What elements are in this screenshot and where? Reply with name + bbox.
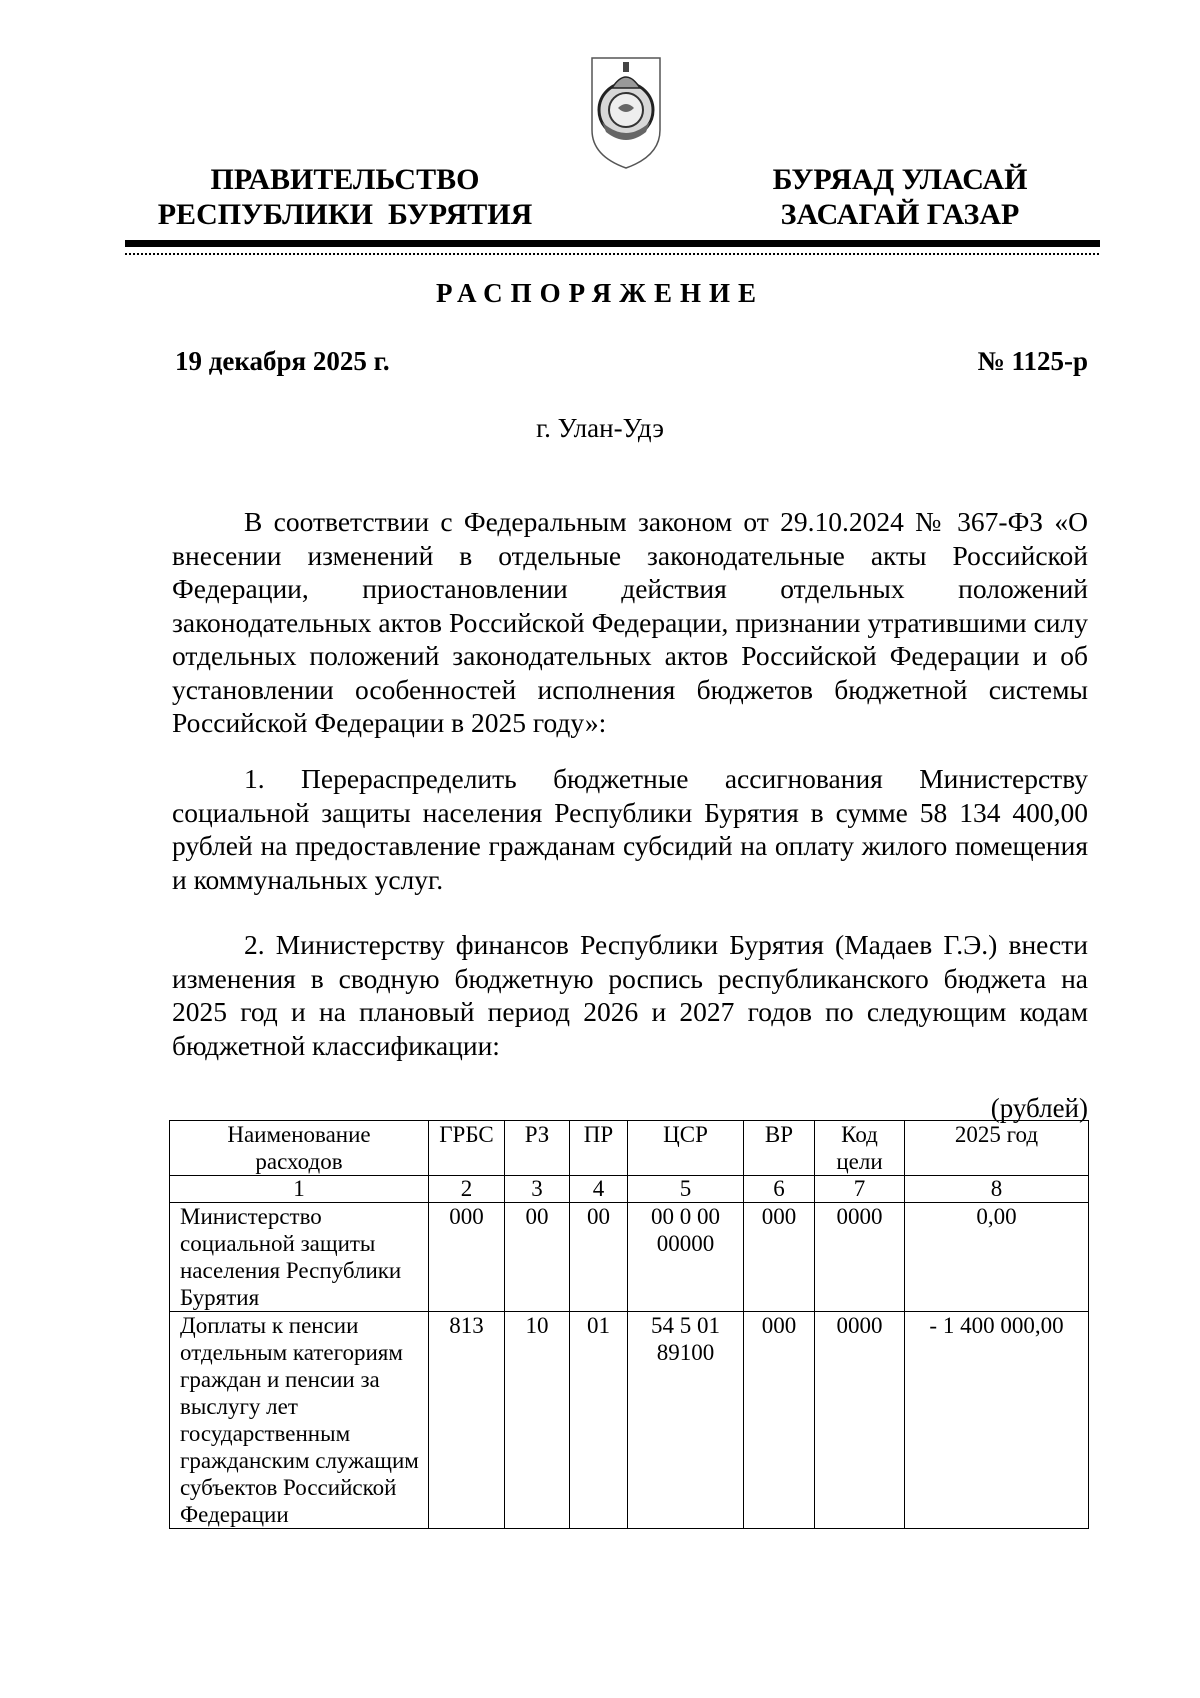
header-cell: ПР [570, 1121, 628, 1176]
government-name-bua-line2: ЗАСАГАЙ ГАЗАР [780, 198, 1020, 231]
header-cell: РЗ [505, 1121, 570, 1176]
grbs-cell: 000 [429, 1203, 505, 1312]
header-cell: ВР [744, 1121, 815, 1176]
vr-cell: 000 [744, 1312, 815, 1529]
pr-cell: 00 [570, 1203, 628, 1312]
document-date: 19 декабря 2025 г. [175, 346, 390, 376]
clause-1-paragraph: 1. Перераспределить бюджетные ассигнования Министерству социальной защиты населения Республики Бурятия в сумме 58 134 400,00 рублей на предоставление гражданам субсидий на оплату жилого помещения и коммунальных услуг. [172, 763, 1088, 895]
header-cell: ЦСР [628, 1121, 744, 1176]
government-name-bua-line1: БУРЯАД УЛАСАЙ [772, 163, 1028, 196]
government-name-ru-line2: РЕСПУБЛИКИ БУРЯТИЯ [157, 198, 533, 231]
csr-cell: 00 0 00 00000 [628, 1203, 744, 1312]
expense-name-cell: Министерство социальной защиты населения Республики Бурятия [170, 1203, 429, 1312]
header-divider-thin [125, 253, 1100, 255]
column-number-cell: 2 [429, 1176, 505, 1203]
table-row [170, 1203, 1089, 1312]
clause-2-paragraph: 2. Министерству финансов Республики Бурятия (Мадаев Г.Э.) внести изменения в сводную бюджетную роспись республиканского бюджета на 2025 год и на плановый период 2026 и 2027 годов по следующим кодам бюджетной классификации: [172, 929, 1088, 1061]
header-cell: Код цели [815, 1121, 905, 1176]
expense-name-cell: Доплаты к пенсии отдельным категориям граждан и пенсии за выслугу лет государственным гражданским служащим субъектов Российской Федерации [170, 1312, 429, 1529]
csr-cell: 54 5 01 89100 [628, 1312, 744, 1529]
government-name-ru [150, 162, 540, 232]
government-name-bua [750, 162, 1050, 232]
document-number: № 1125-р [977, 346, 1088, 376]
amount-2025-cell: - 1 400 000,00 [905, 1312, 1089, 1529]
preamble-paragraph: В соответствии с Федеральным законом от 29.10.2024 № 367-ФЗ «О внесении изменений в отдельные законодательные акты Российской Федерации, приостановлении действия отдельных положений законодательных актов Российской Федерации, признании утратившими силу отдельных положений законодательных актов Российской Федерации и об установлении особенностей исполнения бюджетов бюджетной системы Российской Федерации в 2025 году»: [172, 506, 1088, 738]
column-number-cell: 7 [815, 1176, 905, 1203]
rz-cell: 10 [505, 1312, 570, 1529]
column-number-cell: 4 [570, 1176, 628, 1203]
pr-cell: 01 [570, 1312, 628, 1529]
grbs-cell: 813 [429, 1312, 505, 1529]
document-title: РАСПОРЯЖЕНИЕ [435, 278, 765, 308]
rz-cell: 00 [505, 1203, 570, 1312]
purpose-code-cell: 0000 [815, 1203, 905, 1312]
column-number-cell: 6 [744, 1176, 815, 1203]
government-name-ru-line1: ПРАВИТЕЛЬСТВО [210, 163, 480, 196]
header-divider-thick [125, 240, 1100, 247]
column-number-cell: 8 [905, 1176, 1089, 1203]
column-number-cell: 5 [628, 1176, 744, 1203]
purpose-code-cell: 0000 [815, 1312, 905, 1529]
column-number-row [170, 1176, 1089, 1203]
header-cell: ГРБС [429, 1121, 505, 1176]
amount-2025-cell: 0,00 [905, 1203, 1089, 1312]
document-city: г. Улан-Удэ [536, 413, 664, 443]
table-units: (рублей) [990, 1093, 1088, 1123]
column-number-cell: 1 [170, 1176, 429, 1203]
budget-table [169, 1120, 1089, 1529]
table-header-row [170, 1121, 1089, 1176]
coat-of-arms-icon [588, 52, 664, 172]
column-number-cell: 3 [505, 1176, 570, 1203]
table-row [170, 1312, 1089, 1529]
vr-cell: 000 [744, 1203, 815, 1312]
header-cell: Наименование расходов [170, 1121, 429, 1176]
header-cell: 2025 год [905, 1121, 1089, 1176]
